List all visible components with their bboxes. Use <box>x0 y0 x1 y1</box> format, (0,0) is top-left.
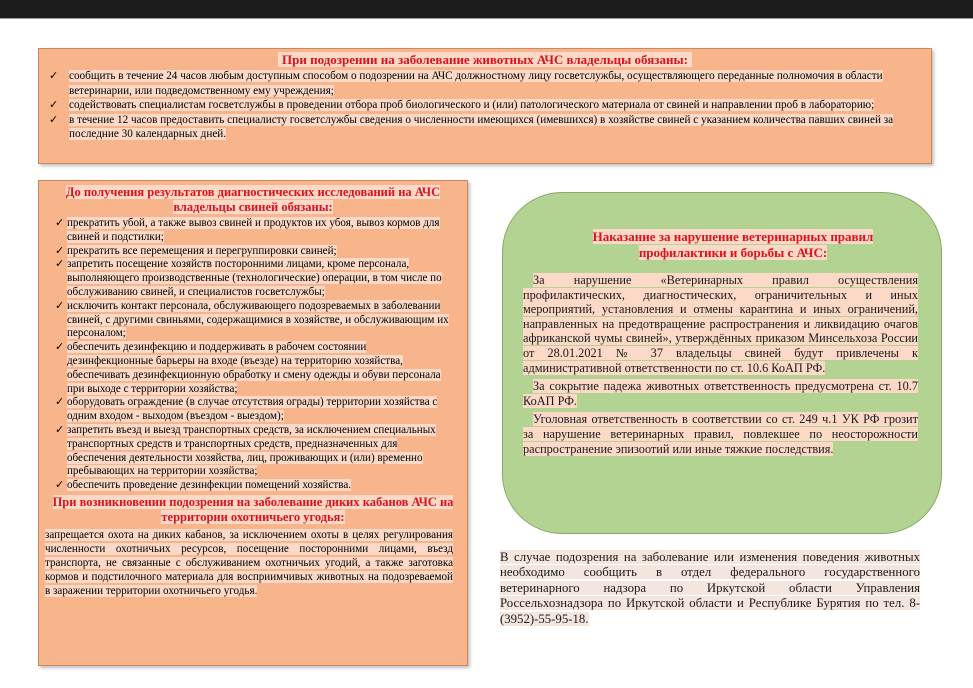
list-item: ✓ исключить контакт персонала, обслуживающего подозреваемых в заболевании свиней, с другими свиньями, содержащимися в хозяйстве, и обслуживающим их персоналом; <box>55 299 449 340</box>
check-icon: ✓ <box>49 99 59 111</box>
list-item: ✓ прекратить убой, а также вывоз свиней и продуктов их убоя, вывоз кормов для свиней и подстилки; <box>55 217 440 243</box>
check-icon: ✓ <box>55 479 65 492</box>
wild-boar-title: При возникновении подозрения на заболевание диких кабанов АЧС на территории охотничьего угодья: <box>52 494 454 524</box>
owners-obligations-box <box>38 48 932 164</box>
list-item: ✓ сообщить в течение 24 часов любым доступным способом о подозрении на АЧС должностному лицу госветслужбы, осуществляющего переданные полномочия в области ветеринарии, или подведомственному ему учреждения; <box>49 70 883 97</box>
penalty-text <box>523 273 918 460</box>
penalty-paragraph-admin: За нарушение «Ветеринарных правил осуществления профилактических, диагностических, ограничительных и иных мероприятий, установления и отмены карантина и иных ограничений, направленных на предотвращение распространения и ликвидацию очагов африканской чумы свиней», утверждённых приказом Минсельхоза России от 28.01.2021 № 37 владельцы свиней будут привлечены к административной ответственности по ст. 10.6 КоАП РФ. <box>523 273 918 375</box>
pre-diagnosis-title: До получения результатов диагностических исследований на АЧС владельцы свиней обязаны: <box>65 185 441 214</box>
list-item: ✓ запретить посещение хозяйств посторонними лицами, кроме персонала, выполняющего производственные (технологические) операции, в том числе по обслуживанию свиней, и специалистов госветслужбы; <box>55 258 442 298</box>
penalty-paragraph-criminal: Уголовная ответственность в соответствии со ст. 249 ч.1 УК РФ грозит за нарушение ветеринарных правил, повлекшее по неосторожности распространение эпизоотий или иные тяжкие последствия. <box>523 412 918 456</box>
check-icon: ✓ <box>55 217 65 229</box>
list-item: ✓ содействовать специалистам госветслужбы в проведении отбора проб биологического и (или) патологического материала от свиней и направлении проб в лабораторию; <box>49 99 875 111</box>
wild-boar-text: запрещается охота на диких кабанов, за исключением охоты в целях регулирования численности охотничьих ресурсов, посещение посторонними лицами, въезд транспорта, не связанные с обслуживанием охотничьих угодий, а также заготовка кормов и подстилочного материала для восприимчивых животных на подозреваемой в заражении территории охотничьего угодья. <box>45 528 453 597</box>
penalty-panel <box>502 192 942 534</box>
check-icon: ✓ <box>55 396 65 409</box>
top-divider <box>0 18 973 19</box>
check-icon: ✓ <box>55 244 65 257</box>
list-item: ✓ обеспечить проведение дезинфекции помещений хозяйства. <box>55 479 352 492</box>
top-window-bar <box>0 0 973 18</box>
list-item: ✓ прекратить все перемещения и перегруппировки свиней; <box>55 244 337 257</box>
check-icon: ✓ <box>55 258 65 271</box>
list-item: ✓ в течение 12 часов предоставить специалисту госветслужбы сведения о численности имеющихся (имевшихся) в хозяйстве свиней с указанием количества павших свиней за последние 30 календарных дней. <box>49 113 894 140</box>
pre-diagnosis-list <box>39 217 467 493</box>
check-icon: ✓ <box>55 341 65 354</box>
owners-obligations-title: При подозрении на заболевание животных АЧС владельцы обязаны: <box>39 52 931 67</box>
list-item: ✓ запретить въезд и выезд транспортных средств, за исключением специальных транспортных средств и транспортных средств, предназначенных для обеспечения деятельности хозяйства, лиц, проживающих и (или) временно пребывающих на территории хозяйства; <box>55 423 436 478</box>
penalty-title: Наказание за нарушение ветеринарных правил профилактики и борьбы с АЧС: <box>592 229 874 260</box>
check-icon: ✓ <box>49 113 59 126</box>
pre-diagnosis-obligations-box <box>38 180 468 666</box>
list-item: ✓ обеспечить дезинфекцию и поддерживать в рабочем состоянии дезинфекционные барьеры на входе (въезде) на территорию хозяйства, обеспечивать дезинфекционную обработку и смену одежды и обуви персонала при выходе с территории хозяйства; <box>55 341 441 395</box>
check-icon: ✓ <box>55 423 65 436</box>
penalty-paragraph-concealment: За сокрытие падежа животных ответственность предусмотрена ст. 10.7 КоАП РФ. <box>523 379 918 408</box>
owners-obligations-list <box>39 69 931 142</box>
list-item: ✓ оборудовать ограждение (в случае отсутствия ограды) территории хозяйства с одним входом - выходом (въездом - выездом); <box>55 396 438 423</box>
check-icon: ✓ <box>55 299 65 312</box>
check-icon: ✓ <box>49 70 59 82</box>
contact-info: В случае подозрения на заболевание или изменения поведения животных необходимо сообщить в отдел федерального государственного ветеринарного надзора по Иркутской области Управления Россельхознадзора по Иркутской области и Республике Бурятия по тел. 8-(3952)-55-95-18. <box>500 550 920 626</box>
